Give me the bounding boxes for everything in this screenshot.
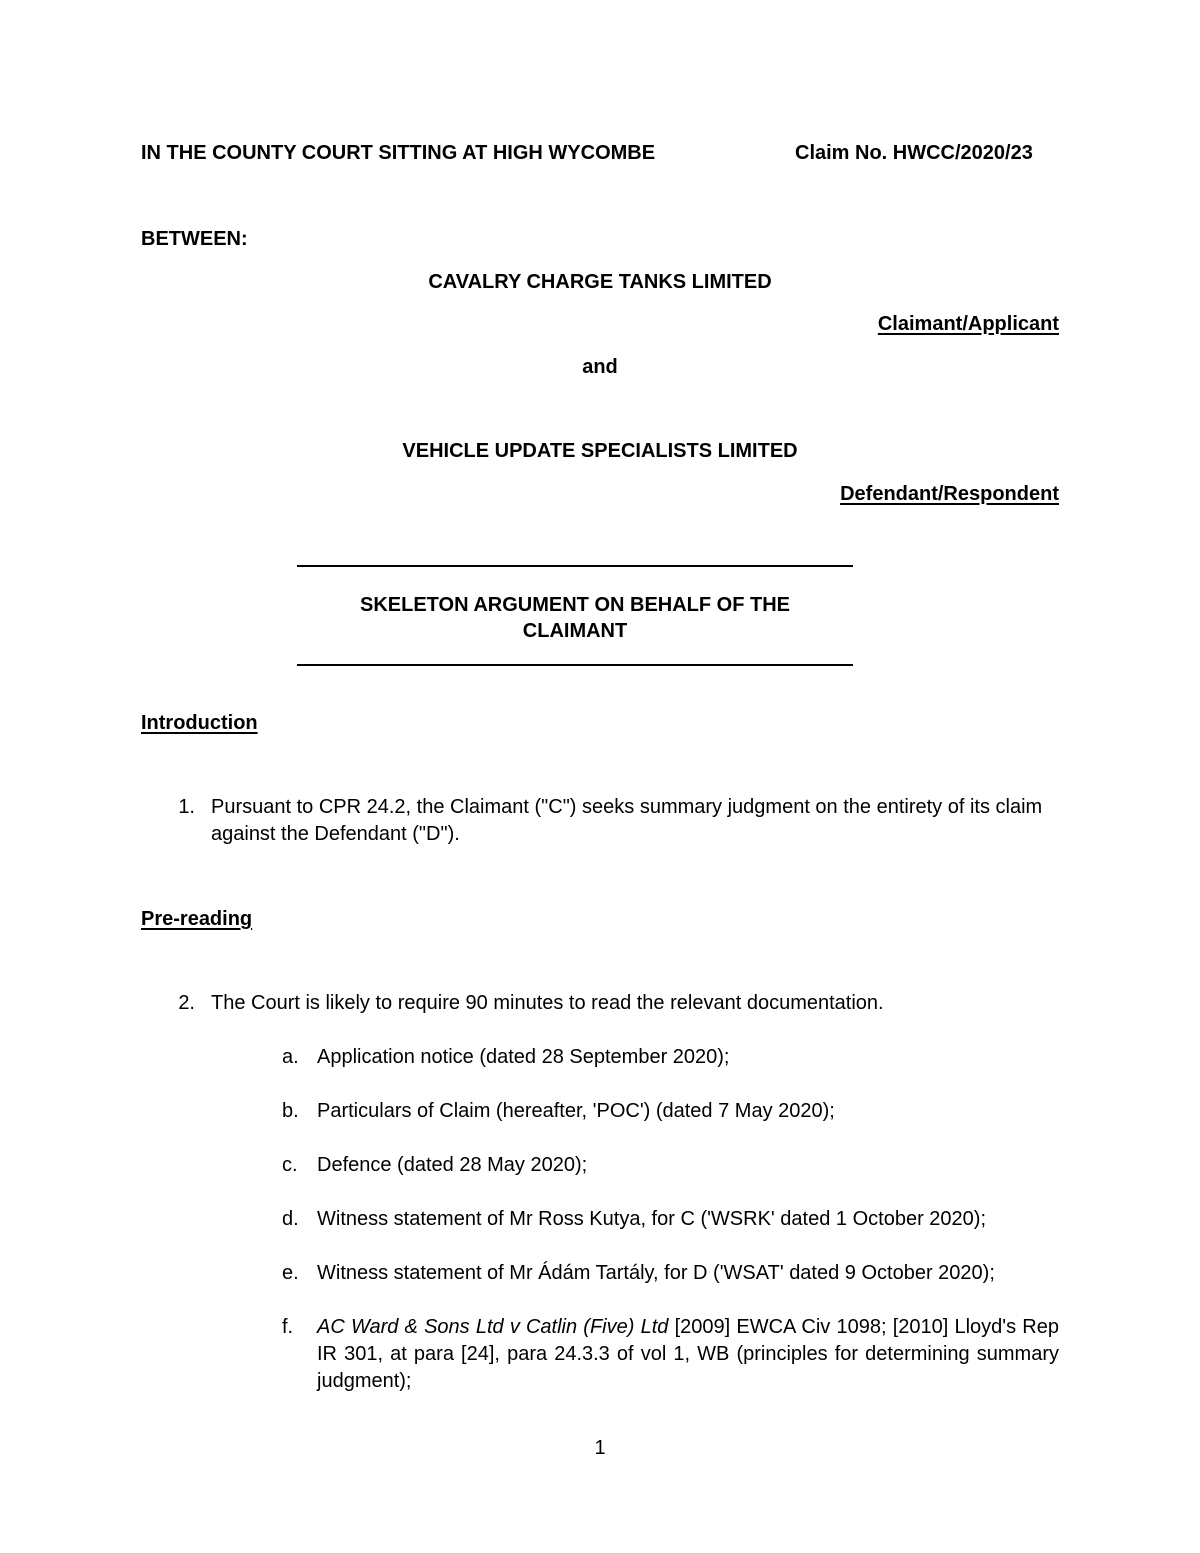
- defendant-role: Defendant/Respondent: [840, 483, 1059, 505]
- case-citation-name: AC Ward & Sons Ltd v Catlin (Five) Ltd: [317, 1316, 669, 1338]
- document-title-line1: SKELETON ARGUMENT ON BEHALF OF THE: [360, 594, 790, 616]
- list-item: Defence (dated 28 May 2020);: [317, 1154, 588, 1176]
- title-top-rule: [297, 565, 853, 567]
- defendant-name: VEHICLE UPDATE SPECIALISTS LIMITED: [402, 440, 798, 462]
- list-item-letter: f.: [282, 1316, 294, 1338]
- case-citation-text: [2009] EWCA Civ 1098; [2010] Lloyd's Rep IR 301, at para [24], para 24.3.3 of vol 1, WB (principles for determining summary judgment);: [317, 1316, 1059, 1392]
- list-item: [317, 1314, 1059, 1395]
- title-bottom-rule: [297, 664, 853, 666]
- page-number: 1: [594, 1437, 606, 1459]
- claim-number: Claim No. HWCC/2020/23: [795, 142, 1033, 164]
- section-heading-prereading: Pre-reading: [141, 908, 253, 930]
- claimant-name: CAVALRY CHARGE TANKS LIMITED: [428, 271, 772, 293]
- paragraph-text: The Court is likely to require 90 minutes to read the relevant documentation.: [211, 992, 884, 1014]
- section-heading-introduction: Introduction: [141, 712, 258, 734]
- list-item: Witness statement of Mr Ádám Tartály, for D ('WSAT' dated 9 October 2020);: [317, 1262, 995, 1284]
- list-item-letter: b.: [282, 1100, 299, 1122]
- list-item: Particulars of Claim (hereafter, 'POC') (dated 7 May 2020);: [317, 1100, 835, 1122]
- between-label: BETWEEN:: [141, 228, 248, 250]
- paragraph-text: Pursuant to CPR 24.2, the Claimant ("C") seeks summary judgment on the entirety of its claim against the Defendant ("D").: [211, 796, 1043, 845]
- paragraph-number: 1.: [178, 796, 195, 818]
- list-item: Witness statement of Mr Ross Kutya, for C ('WSRK' dated 1 October 2020);: [317, 1208, 986, 1230]
- paragraph-number: 2.: [178, 992, 195, 1014]
- list-item-letter: e.: [282, 1262, 299, 1284]
- list-item-letter: d.: [282, 1208, 299, 1230]
- list-item-letter: c.: [282, 1154, 298, 1176]
- court-heading: IN THE COUNTY COURT SITTING AT HIGH WYCOMBE: [141, 142, 656, 164]
- document-title-line2: CLAIMANT: [522, 620, 628, 642]
- and-label: and: [582, 356, 618, 378]
- claimant-role: Claimant/Applicant: [877, 313, 1059, 335]
- list-item-letter: a.: [282, 1046, 299, 1068]
- document-title: [297, 592, 853, 644]
- list-item: Application notice (dated 28 September 2020);: [317, 1046, 730, 1068]
